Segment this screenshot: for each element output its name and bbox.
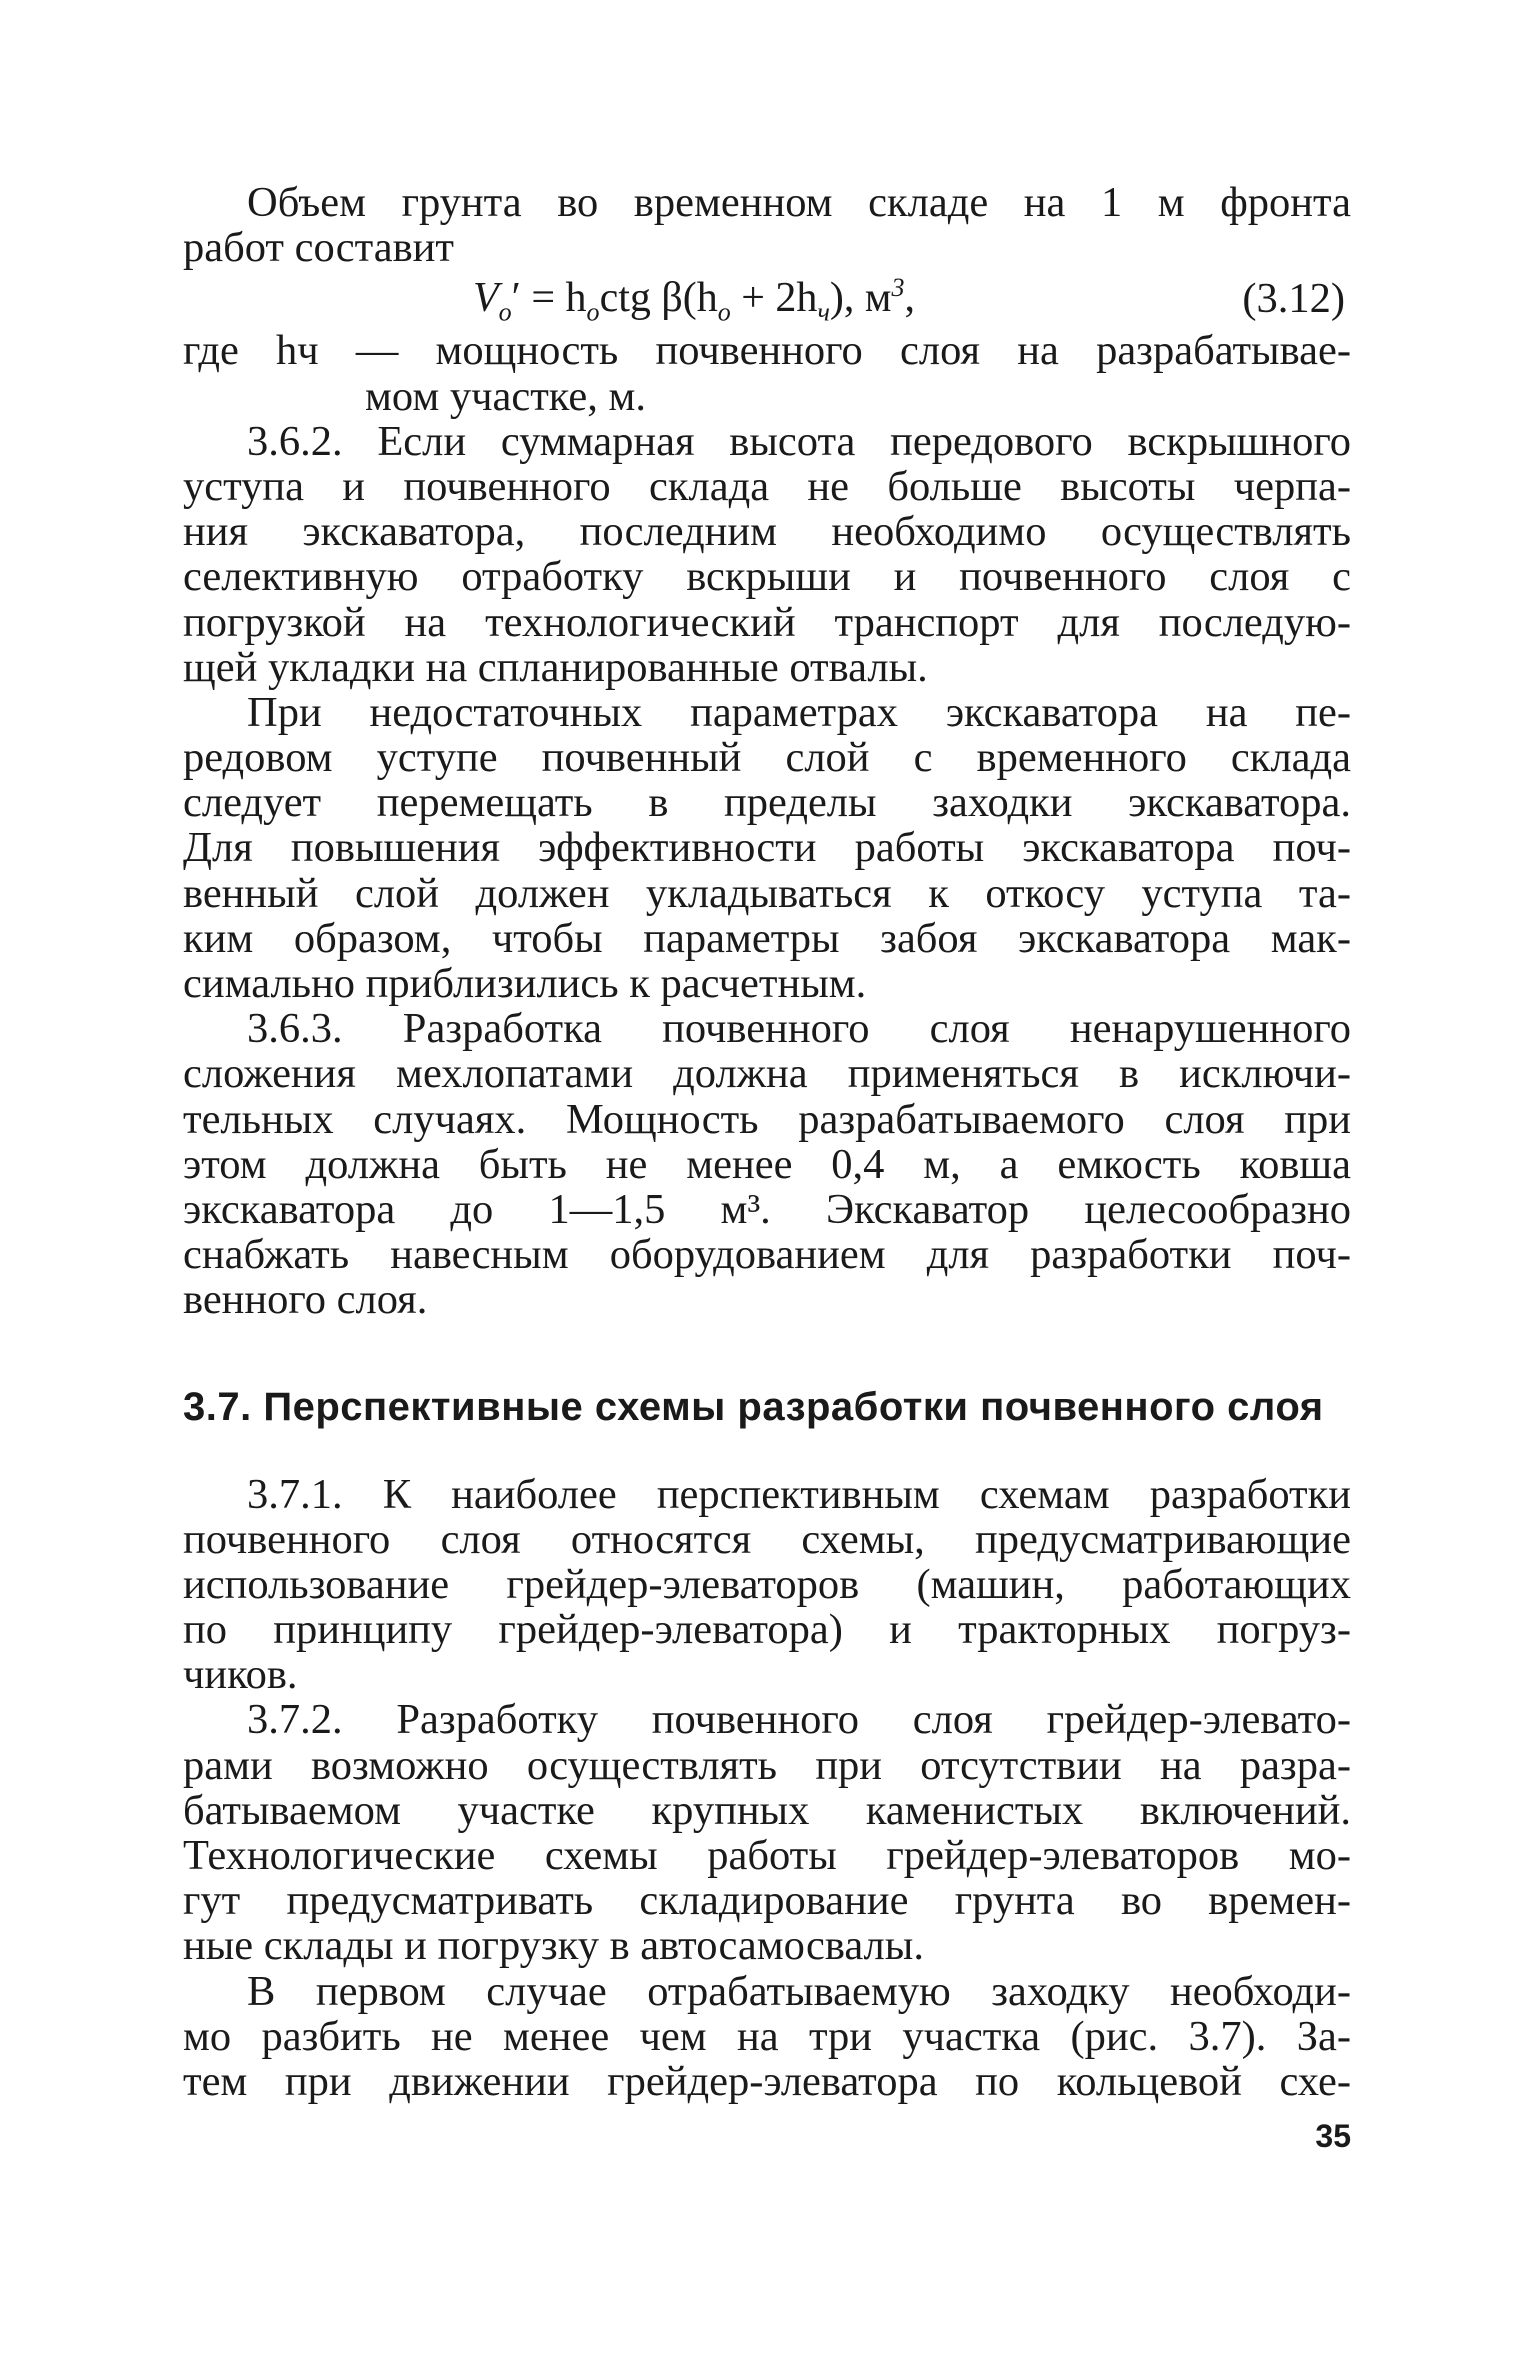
- text-line: ким образом, чтобы параметры забоя экскаватора мак-: [183, 914, 1351, 962]
- paragraph-first-case: [183, 1969, 1351, 2105]
- paragraph-insufficient: [183, 690, 1351, 1006]
- text-line: где hч — мощность почвенного слоя на разрабатывае-: [183, 327, 1351, 375]
- text-line: щей укладки на спланированные отвалы.: [183, 643, 928, 691]
- intro-paragraph: [183, 180, 1351, 270]
- text-line: 3.6.2. Если суммарная высота передового вскрышного: [247, 417, 1351, 465]
- formula-3-12: [183, 270, 1351, 328]
- text-line: симально приблизились к расчетным.: [183, 960, 867, 1007]
- text-line: работ составит: [183, 224, 454, 272]
- text-line: ния экскаватора, последним необходимо осуществлять: [183, 508, 1351, 556]
- text-line: по принципу грейдер-элеватора) и тракторных погруз-: [183, 1606, 1351, 1654]
- text-line: Объем грунта во временном складе на 1 м фронта: [247, 179, 1351, 226]
- text-line: венного слоя.: [183, 1276, 428, 1324]
- text-line: следует перемещать в пределы заходки экскаватора.: [183, 779, 1351, 827]
- page-number: 35: [1315, 2118, 1351, 2154]
- text-line: тельных случаях. Мощность разрабатываемого слоя при: [183, 1095, 1351, 1143]
- where-clause: [183, 328, 1351, 418]
- formula-expression: $V_o' = h_octg$ $\beta(h_o + 2h_ч)$, $м^3$,: [473, 273, 915, 327]
- paragraph-3-6-2: [183, 419, 1351, 690]
- text-line: мо разбить не менее чем на три участка (рис. 3.7). За-: [183, 2012, 1351, 2060]
- paragraph-3-7-1: [183, 1472, 1351, 1698]
- text-line: Для повышения эффективности работы экскаватора поч-: [183, 824, 1351, 872]
- text-line: использование грейдер-элеваторов (машин, работающих: [183, 1560, 1351, 1608]
- text-line: погрузкой на технологический транспорт для последую-: [183, 598, 1351, 646]
- text-line: этом должна быть не менее 0,4 м, а емкость ковша: [183, 1140, 1351, 1188]
- paragraph-3-7-2: [183, 1697, 1351, 1968]
- text-line: чиков.: [183, 1651, 298, 1699]
- page-body: [183, 180, 1351, 2104]
- text-line: почвенного слоя относятся схемы, предусматривающие: [183, 1515, 1351, 1563]
- text-line: В первом случае отрабатываемую заходку необходи-: [247, 1967, 1351, 2015]
- text-line: Технологические схемы работы грейдер-элеваторов мо-: [183, 1832, 1351, 1879]
- text-line: снабжать навесным оборудованием для разработки поч-: [183, 1231, 1351, 1279]
- text-line: 3.7.2. Разработку почвенного слоя грейдер-элевато-: [247, 1696, 1351, 1744]
- text-line: сложения мехлопатами должна применяться в исключи-: [183, 1050, 1351, 1098]
- text-line: 3.7.1. К наиболее перспективным схемам разработки: [247, 1470, 1351, 1518]
- text-line: рами возможно осуществлять при отсутствии на разра-: [183, 1741, 1351, 1789]
- text-line: тем при движении грейдер-элеватора по кольцевой схе-: [183, 2057, 1351, 2105]
- text-line: венный слой должен укладываться к откосу уступа та-: [183, 869, 1351, 917]
- paragraph-3-6-3: [183, 1006, 1351, 1322]
- text-line: мом участке, м.: [365, 372, 647, 420]
- text-line: редовом уступе почвенный слой с временного склада: [183, 734, 1351, 782]
- formula-number: (3.12): [1242, 275, 1345, 323]
- section-heading-3-7: 3.7. Перспективные схемы разработки почвенного слоя: [183, 1384, 1324, 1429]
- text-line: уступа и почвенного склада не больше высоты черпа-: [183, 462, 1351, 510]
- text-line: гут предусматривать складирование грунта во времен-: [183, 1877, 1351, 1925]
- text-line: При недостаточных параметрах экскаватора на пе-: [247, 688, 1351, 736]
- text-line: 3.6.3. Разработка почвенного слоя ненарушенного: [247, 1005, 1351, 1053]
- text-line: селективную отработку вскрыши и почвенного слоя с: [183, 553, 1351, 601]
- text-line: экскаватора до 1—1,5 м³. Экскаватор целесообразно: [183, 1185, 1351, 1233]
- text-line: батываемом участке крупных каменистых включений.: [183, 1786, 1351, 1834]
- text-line: ные склады и погрузку в автосамосвалы.: [183, 1922, 924, 1970]
